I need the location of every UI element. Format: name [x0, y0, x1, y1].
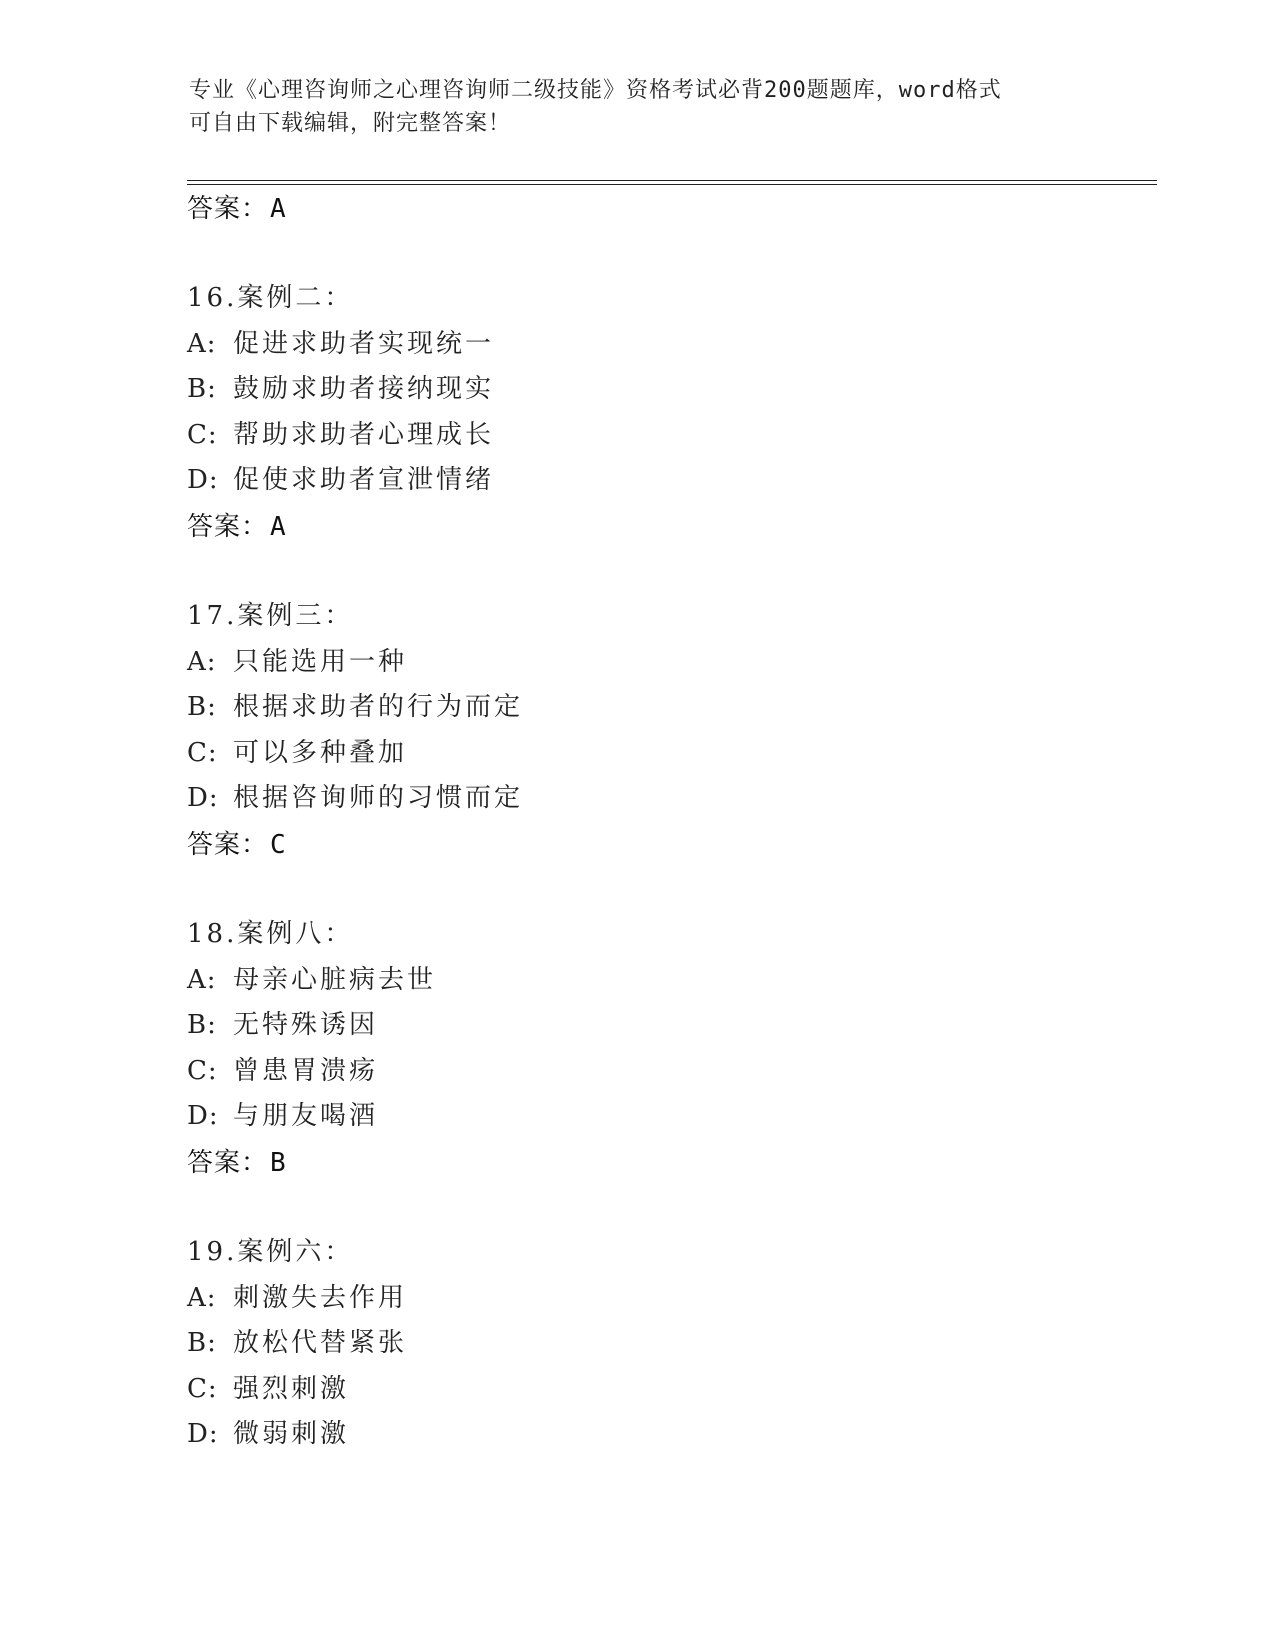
option-c: [187, 1056, 887, 1102]
answer-label: 答案：: [187, 830, 269, 860]
option-b: [187, 1010, 887, 1056]
option-text: 促使求助者宣泄情绪: [233, 465, 495, 496]
option-key: B:: [187, 692, 217, 723]
option-key: C:: [187, 1373, 218, 1404]
answer-label: 答案：: [187, 1148, 269, 1178]
option-key: B:: [187, 374, 217, 405]
option-key: A:: [187, 964, 217, 995]
option-a: [187, 329, 887, 375]
option-text: 促进求助者实现统一: [233, 328, 495, 359]
option-text: 根据咨询师的习惯而定: [233, 783, 524, 814]
option-text: 鼓励求助者接纳现实: [233, 374, 495, 405]
question-block: [187, 1237, 887, 1465]
answer-value: A: [270, 194, 287, 224]
option-c: [187, 1374, 887, 1420]
answer-line: [187, 829, 287, 861]
option-text: 刺激失去作用: [233, 1282, 408, 1313]
answer-label: 答案：: [187, 194, 269, 224]
option-key: D:: [187, 1101, 219, 1132]
answer-line: [187, 511, 287, 543]
header-rule-top: [187, 180, 1157, 181]
header-rule-bottom: [187, 184, 1157, 185]
option-b: [187, 374, 887, 420]
header-line-1: 专业《心理咨询师之心理咨询师二级技能》资格考试必背200题题库，word格式: [189, 78, 1002, 103]
answer-line: [187, 1147, 287, 1179]
question-block: [187, 283, 887, 511]
question-title: 16.案例二：: [187, 283, 354, 313]
option-text: 可以多种叠加: [233, 737, 408, 768]
option-d: [187, 1101, 887, 1147]
option-key: B:: [187, 1010, 217, 1041]
answer-value: B: [270, 1148, 287, 1178]
question-title: 17.案例三：: [187, 601, 354, 631]
option-text: 根据求助者的行为而定: [233, 692, 524, 723]
option-c: [187, 738, 887, 784]
option-key: C:: [187, 419, 218, 450]
option-d: [187, 465, 887, 511]
answer-line: [187, 193, 287, 225]
option-text: 微弱刺激: [233, 1419, 350, 1450]
option-key: A:: [187, 646, 217, 677]
answer-value: A: [270, 512, 287, 542]
answer-value: C: [270, 830, 287, 860]
option-text: 放松代替紧张: [233, 1328, 408, 1359]
option-d: [187, 1419, 887, 1465]
option-a: [187, 965, 887, 1011]
option-text: 强烈刺激: [233, 1373, 350, 1404]
option-key: D:: [187, 465, 219, 496]
option-b: [187, 692, 887, 738]
question-block: [187, 601, 887, 829]
option-key: A:: [187, 1282, 217, 1313]
option-text: 与朋友喝酒: [233, 1101, 379, 1132]
option-key: C:: [187, 1055, 218, 1086]
question-title: 18.案例八：: [187, 919, 354, 949]
option-text: 无特殊诱因: [233, 1010, 379, 1041]
option-key: C:: [187, 737, 218, 768]
option-b: [187, 1328, 887, 1374]
answer-label: 答案：: [187, 512, 269, 542]
option-text: 曾患胃溃疡: [233, 1055, 379, 1086]
option-d: [187, 783, 887, 829]
option-c: [187, 420, 887, 466]
option-key: B:: [187, 1328, 217, 1359]
option-text: 母亲心脏病去世: [233, 964, 437, 995]
option-text: 帮助求助者心理成长: [233, 419, 495, 450]
option-a: [187, 1283, 887, 1329]
option-key: A:: [187, 328, 217, 359]
document-header: [189, 74, 1089, 140]
option-a: [187, 647, 887, 693]
question-block: [187, 919, 887, 1147]
header-line-2: 可自由下载编辑，附完整答案！: [189, 111, 512, 136]
question-title: 19.案例六：: [187, 1237, 354, 1267]
option-key: D:: [187, 1419, 219, 1450]
option-text: 只能选用一种: [233, 646, 408, 677]
option-key: D:: [187, 783, 219, 814]
